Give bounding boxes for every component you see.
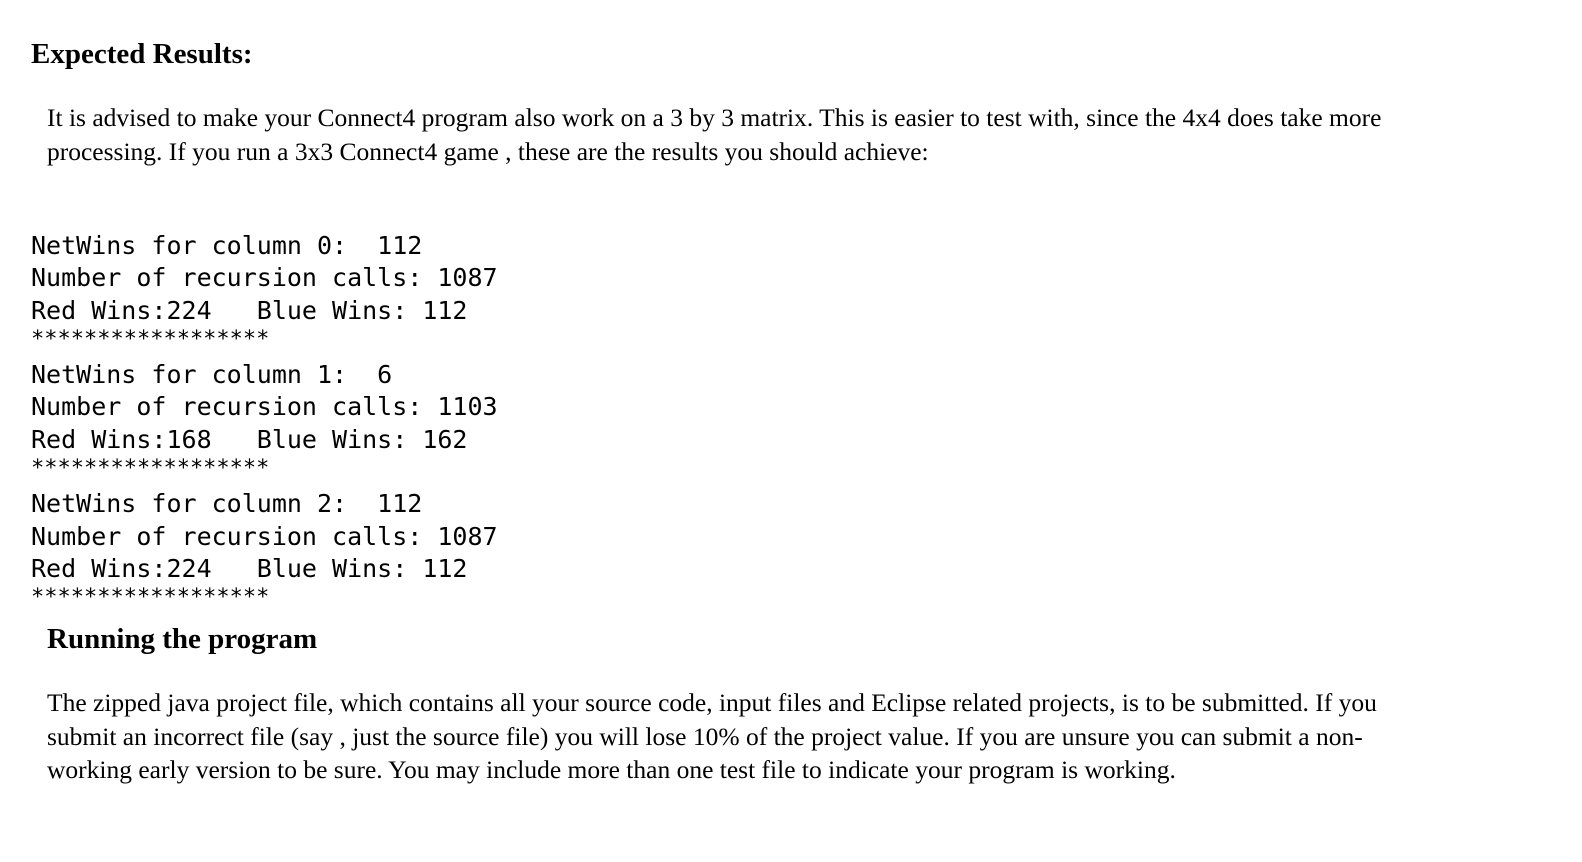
recursion-calls-line: Number of recursion calls: 1087: [31, 521, 498, 551]
intro-line: It is advised to make your Connect4 program also work on a 3 by 3 matrix. This is easier to test with, since the 4x4 does take more: [47, 103, 1382, 132]
separator-line: ******************: [31, 326, 270, 352]
netwins-line: NetWins for column 2: 112: [31, 489, 423, 519]
wins-line: Red Wins:224 Blue Wins: 112: [31, 553, 468, 583]
recursion-calls-line: Number of recursion calls: 1087: [31, 263, 498, 293]
running-line: The zipped java project file, which contains all your source code, input files and Eclipse related projects, is to be submitted. If you: [47, 688, 1377, 717]
running-line: working early version to be sure. You may include more than one test file to indicate your program is working.: [47, 755, 1176, 784]
separator-line: ******************: [31, 585, 270, 611]
running-line: submit an incorrect file (say , just the source file) you will lose 10% of the project value. If you are unsure you can submit a non-: [47, 721, 1363, 751]
program-output: [31, 230, 498, 618]
recursion-calls-line: Number of recursion calls: 1103: [31, 392, 498, 422]
netwins-line: NetWins for column 1: 6: [31, 360, 393, 390]
wins-line: Red Wins:224 Blue Wins: 112: [31, 295, 468, 325]
separator-line: ******************: [31, 456, 270, 482]
intro-paragraph: [47, 101, 1547, 168]
netwins-line: NetWins for column 0: 112: [31, 231, 423, 260]
expected-results-heading: Expected Results:: [31, 38, 253, 70]
wins-line: Red Wins:168 Blue Wins: 162: [31, 424, 468, 454]
intro-line: processing. If you run a 3x3 Connect4 game , these are the results you should achieve:: [47, 136, 929, 166]
running-program-heading: Running the program: [47, 623, 318, 655]
running-paragraph: [47, 686, 1547, 787]
